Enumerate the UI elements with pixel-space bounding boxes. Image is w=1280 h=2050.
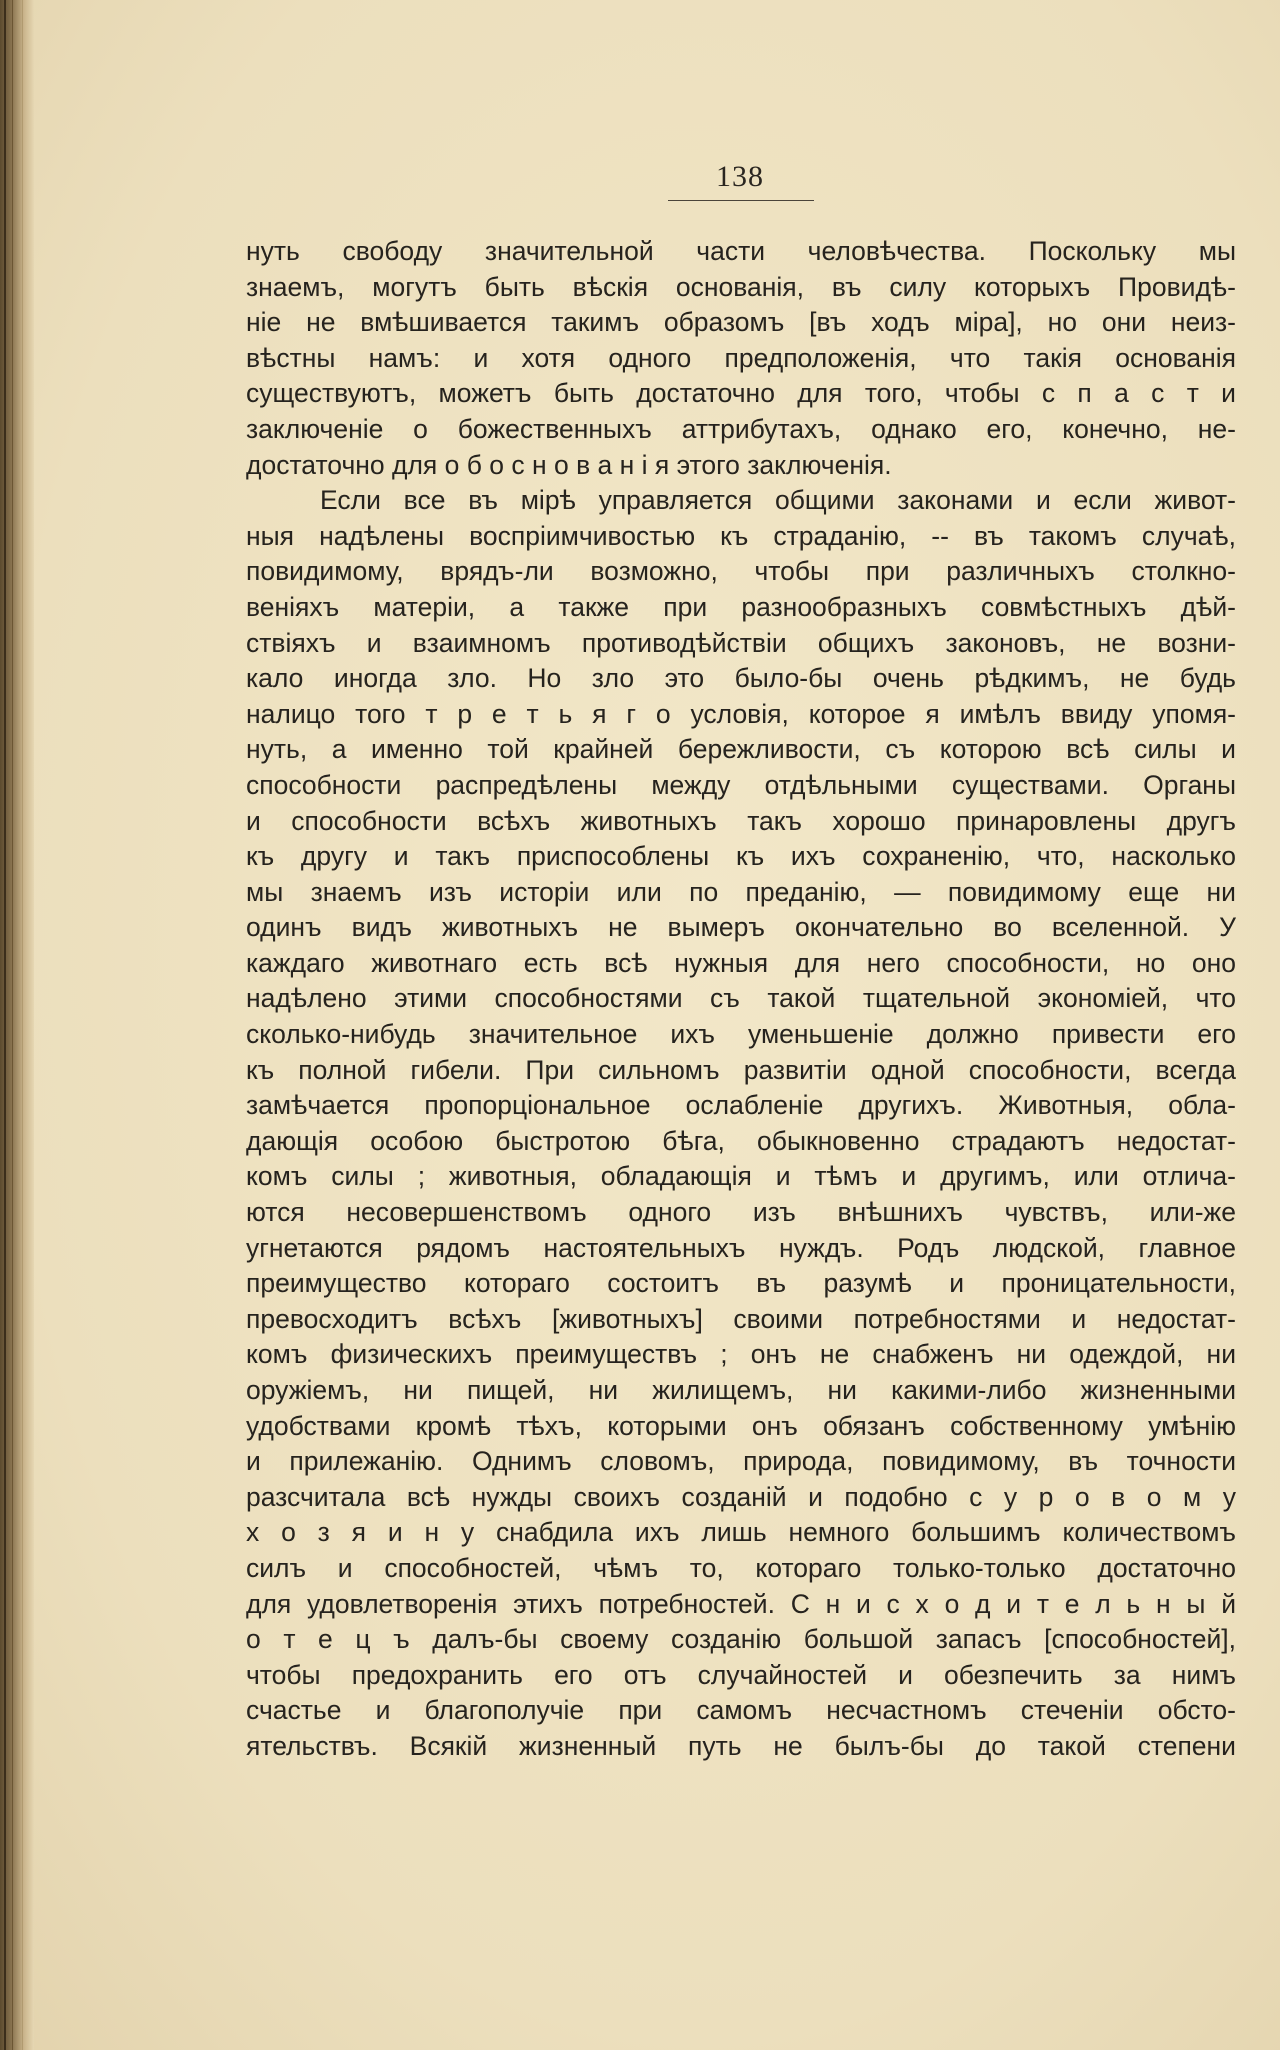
- text-line: комъ физическихъ преимуществъ ; онъ не снабженъ ни одеждой, ни: [246, 1339, 1236, 1370]
- text-line: способности распредѣлены между отдѣльными существами. Органы: [246, 769, 1236, 800]
- text-line: ніе не вмѣшивается такимъ образомъ [въ ходъ міра], но они неиз-: [246, 307, 1236, 338]
- spine-edge-line: [4, 0, 6, 2050]
- text-line: дающія особою быстротою бѣга, обыкновенно страдаютъ недостат-: [246, 1125, 1236, 1156]
- spine-edge-line: [22, 0, 23, 2050]
- text-line: повидимому, врядъ-ли возможно, чтобы при различныхъ столкно-: [246, 556, 1236, 587]
- text-line: преимущество котораго состоитъ въ разумѣ и проницательности,: [246, 1268, 1236, 1299]
- text-line: кало иногда зло. Но зло это было-бы очень рѣдкимъ, не будь: [246, 663, 1236, 694]
- text-line: сколько-нибудь значительное ихъ уменьшеніе должно привести его: [246, 1019, 1236, 1050]
- text-line: одинъ видъ животныхъ не вымеръ окончательно во вселенной. У: [246, 912, 1236, 943]
- spine-edge-line: [12, 0, 13, 2050]
- text-line: угнетаются рядомъ настоятельныхъ нуждъ. Родъ людской, главное: [246, 1232, 1236, 1263]
- text-line: удобствами кромѣ тѣхъ, которыми онъ обязанъ собственному умѣнію: [246, 1410, 1236, 1441]
- text-line: оружіемъ, ни пищей, ни жилищемъ, ни какими-либо жизненными: [246, 1375, 1236, 1405]
- text-line: и прилежанію. Однимъ словомъ, природа, повидимому, въ точности: [246, 1446, 1236, 1477]
- body-text: [246, 234, 1236, 1765]
- text-line: и способности всѣхъ животныхъ такъ хорошо принаровлены другъ: [246, 805, 1236, 836]
- text-line: знаемъ, могутъ быть вѣскія основанія, въ силу которыхъ Провидѣ-: [246, 271, 1236, 302]
- text-line: счастье и благополучіе при самомъ несчастномъ стеченіи обсто-: [246, 1695, 1236, 1726]
- text-line: каждаго животнаго есть всѣ нужныя для него способности, но оно: [246, 947, 1236, 978]
- text-line: комъ силы ; животныя, обладающія и тѣмъ и другимъ, или отлича-: [246, 1161, 1236, 1192]
- text-line: замѣчается пропорціональное ослабленіе другихъ. Животныя, обла-: [246, 1090, 1236, 1121]
- text-line: для удовлетворенія этихъ потребностей. С н и с х о д и т е л ь н ы й: [246, 1588, 1236, 1619]
- text-line: х о з я и н у снабдила ихъ лишь немного большимъ количествомъ: [246, 1517, 1236, 1548]
- text-line: нуть свободу значительной части человѣчества. Поскольку мы: [246, 236, 1236, 266]
- text-line: къ другу и такъ приспособлены къ ихъ сохраненію, что, насколько: [246, 841, 1236, 872]
- text-line: къ полной гибели. При сильномъ развитіи одной способности, всегда: [246, 1054, 1236, 1085]
- page-number: 138: [716, 160, 764, 193]
- text-line: вѣстны намъ: и хотя одного предположенія, что такія основанія: [246, 342, 1236, 373]
- text-line: разсчитала всѣ нужды своихъ созданій и подобно с у р о в о м у: [246, 1481, 1236, 1512]
- text-line: ятельствъ. Всякій жизненный путь не былъ-бы до такой степени: [246, 1730, 1236, 1761]
- page-number-rule: [668, 200, 814, 201]
- paragraph-first-line: Если все въ мірѣ управляется общими законами и если живот-: [320, 485, 1236, 516]
- text-line: ются несовершенствомъ одного изъ внѣшнихъ чувствъ, или-же: [246, 1197, 1236, 1228]
- text-line: чтобы предохранить его отъ случайностей и обезпечить за нимъ: [246, 1659, 1236, 1690]
- text-line: веніяхъ матеріи, а также при разнообразныхъ совмѣстныхъ дѣй-: [246, 591, 1236, 622]
- text-line: надѣлено этими способностями съ такой тщательной экономіей, что: [246, 983, 1236, 1014]
- text-line: достаточно для о б о с н о в а н і я этого заключенія.: [246, 449, 892, 480]
- text-line: заключеніе о божественныхъ аттрибутахъ, однако его, конечно, не-: [246, 413, 1236, 444]
- text-line: ствіяхъ и взаимномъ противодѣйствіи общихъ законовъ, не возни-: [246, 627, 1236, 658]
- text-line: мы знаемъ изъ исторіи или по преданію, — повидимому еще ни: [246, 876, 1236, 907]
- text-line: налицо того т р е т ь я г о условія, которое я имѣлъ ввиду упомя-: [246, 698, 1236, 729]
- text-line: о т е ц ъ далъ-бы своему созданію большой запасъ [способностей],: [246, 1624, 1236, 1655]
- text-line: превосходитъ всѣхъ [животныхъ] своими потребностями и недостат-: [246, 1303, 1236, 1334]
- text-line: нуть, а именно той крайней бережливости, съ которою всѣ силы и: [246, 734, 1236, 765]
- text-line: силъ и способностей, чѣмъ то, котораго только-только достаточно: [246, 1552, 1236, 1583]
- text-line: ныя надѣлены воспріимчивостью къ страданію, -- въ такомъ случаѣ,: [246, 520, 1236, 551]
- text-line: существуютъ, можетъ быть достаточно для того, чтобы с п а с т и: [246, 378, 1236, 409]
